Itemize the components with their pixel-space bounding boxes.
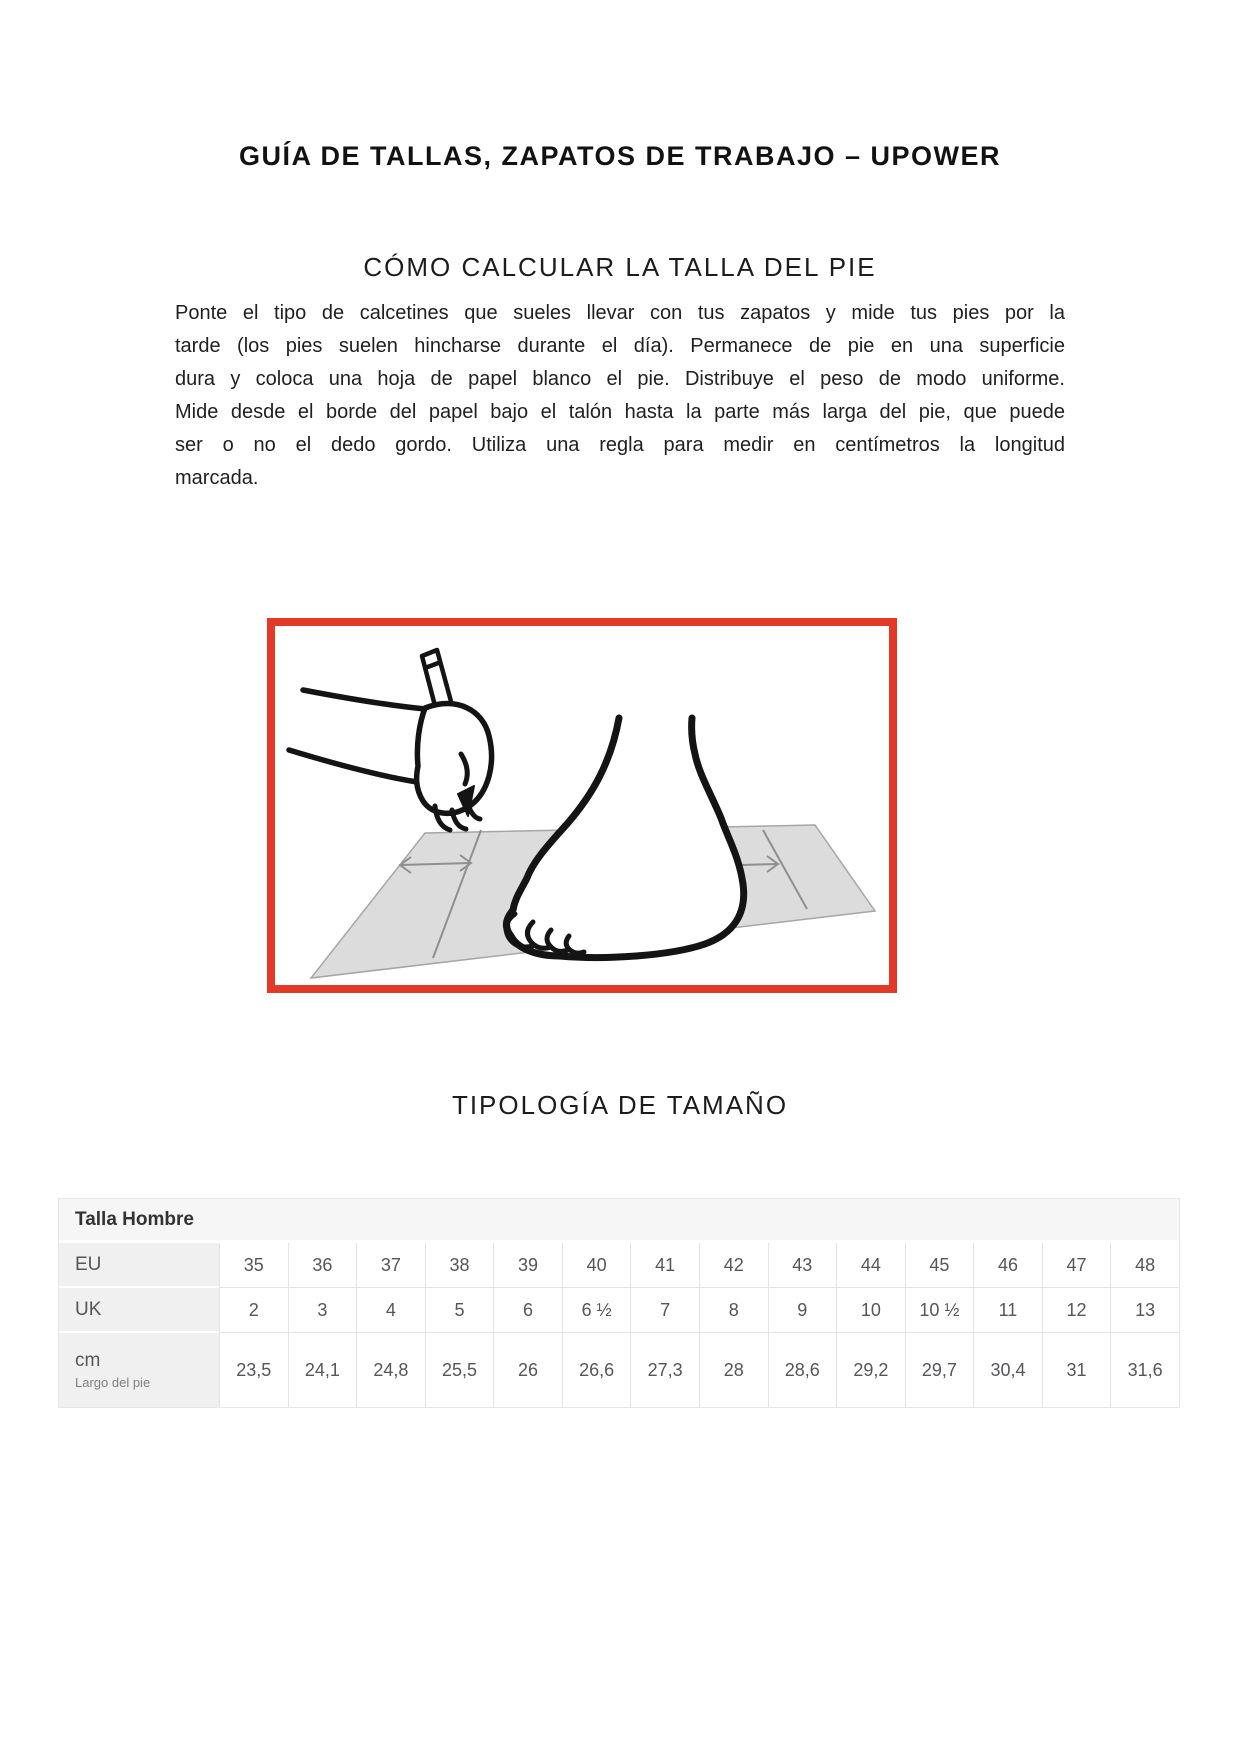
size-table (58, 1198, 1180, 1408)
size-value-cell: 28,6 (768, 1333, 837, 1407)
row-label-cell (59, 1333, 219, 1407)
table-row (59, 1243, 1179, 1288)
size-value-cell: 31,6 (1110, 1333, 1179, 1407)
size-value-cell: 6 (493, 1288, 562, 1333)
size-value-cell: 3 (288, 1288, 357, 1333)
size-value-cell: 7 (630, 1288, 699, 1333)
size-value-cell: 13 (1110, 1288, 1179, 1333)
paragraph-line: tarde (los pies suelen hincharse durante el día). Permanece de pie en una superficie (175, 335, 1065, 357)
size-value-cell: 39 (493, 1243, 562, 1288)
paragraph-line: Ponte el tipo de calcetines que sueles llevar con tus zapatos y mide tus pies por la (175, 302, 1065, 324)
size-value-cell: 43 (768, 1243, 837, 1288)
size-value-cell: 4 (356, 1288, 425, 1333)
size-value-cell: 9 (768, 1288, 837, 1333)
size-value-cell: 26,6 (562, 1333, 631, 1407)
foot-measuring-figure (267, 618, 897, 993)
size-value-cell: 37 (356, 1243, 425, 1288)
size-value-cell: 29,2 (836, 1333, 905, 1407)
paragraph-line: ser o no el dedo gordo. Utiliza una regla para medir en centímetros la longitud (175, 434, 1065, 456)
size-value-cell: 28 (699, 1333, 768, 1407)
row-label-cell (59, 1243, 219, 1288)
size-value-cell: 10 ½ (905, 1288, 974, 1333)
size-value-cell: 46 (973, 1243, 1042, 1288)
size-value-cell: 35 (219, 1243, 288, 1288)
row-label: cm (75, 1350, 101, 1371)
size-value-cell: 45 (905, 1243, 974, 1288)
table-row (59, 1333, 1179, 1407)
hand-with-pen (289, 650, 492, 830)
size-value-cell: 40 (562, 1243, 631, 1288)
size-table-body (59, 1199, 1179, 1407)
size-value-cell: 8 (699, 1288, 768, 1333)
row-sublabel: Largo del pie (75, 1375, 151, 1390)
size-value-cell: 48 (1110, 1243, 1179, 1288)
size-value-cell: 44 (836, 1243, 905, 1288)
size-value-cell: 42 (699, 1243, 768, 1288)
size-value-cell: 31 (1042, 1333, 1111, 1407)
size-value-cell: 23,5 (219, 1333, 288, 1407)
size-value-cell: 5 (425, 1288, 494, 1333)
size-value-cell: 36 (288, 1243, 357, 1288)
size-value-cell: 2 (219, 1288, 288, 1333)
size-value-cell: 27,3 (630, 1333, 699, 1407)
section-heading-how-to-measure: CÓMO CALCULAR LA TALLA DEL PIE (363, 252, 877, 282)
page-title: GUÍA DE TALLAS, ZAPATOS DE TRABAJO – UPOWER (238, 141, 1002, 171)
foot-measuring-illustration (275, 626, 889, 985)
size-value-cell: 47 (1042, 1243, 1111, 1288)
row-label-cell (59, 1288, 219, 1333)
size-value-cell: 29,7 (905, 1333, 974, 1407)
intro-paragraph (175, 297, 1065, 495)
size-value-cell: 41 (630, 1243, 699, 1288)
table-title: Talla Hombre (59, 1199, 1179, 1243)
row-label: EU (75, 1253, 102, 1275)
size-value-cell: 11 (973, 1288, 1042, 1333)
size-value-cell: 10 (836, 1288, 905, 1333)
row-label: UK (75, 1298, 102, 1320)
paragraph-line: marcada. (175, 467, 259, 489)
table-header-row (59, 1199, 1179, 1243)
size-value-cell: 25,5 (425, 1333, 494, 1407)
table-row (59, 1288, 1179, 1333)
size-value-cell: 6 ½ (562, 1288, 631, 1333)
size-value-cell: 30,4 (973, 1333, 1042, 1407)
paragraph-line: Mide desde el borde del papel bajo el talón hasta la parte más larga del pie, que puede (175, 401, 1065, 423)
paragraph-line: dura y coloca una hoja de papel blanco el pie. Distribuye el peso de modo uniforme. (175, 368, 1065, 390)
size-value-cell: 12 (1042, 1288, 1111, 1333)
size-value-cell: 24,8 (356, 1333, 425, 1407)
section-heading-size-typology: TIPOLOGÍA DE TAMAÑO (451, 1090, 789, 1120)
size-value-cell: 26 (493, 1333, 562, 1407)
size-value-cell: 24,1 (288, 1333, 357, 1407)
size-value-cell: 38 (425, 1243, 494, 1288)
